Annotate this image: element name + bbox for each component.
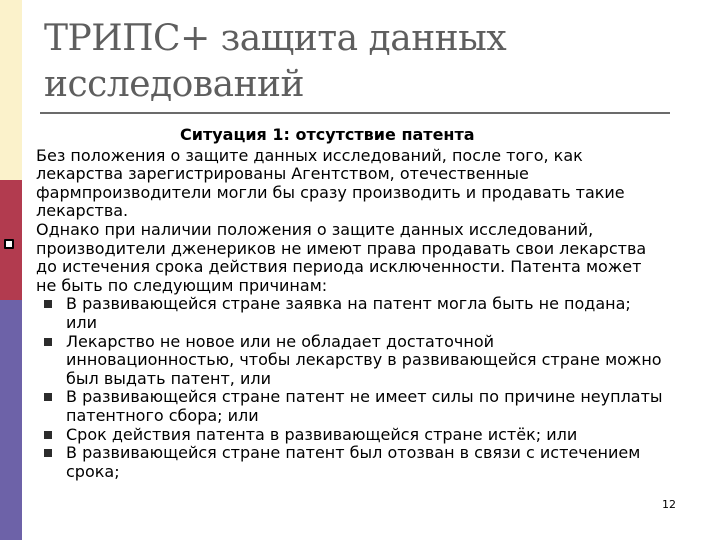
decorative-band-purple <box>0 300 22 540</box>
list-item <box>36 426 666 445</box>
square-bullet-icon <box>44 393 52 401</box>
list-item <box>36 295 666 332</box>
list-item-text: В развивающейся стране патент не имеет силы по причине неуплаты патентного сбора; или <box>66 387 663 425</box>
slide-body <box>36 126 666 481</box>
section-heading: Ситуация 1: отсутствие патента <box>180 125 475 144</box>
square-bullet-icon <box>44 449 52 457</box>
list-item-text: В развивающейся стране патент был отозван в связи с истечением срока; <box>66 443 641 481</box>
square-bullet-icon <box>44 338 52 346</box>
square-bullet-icon <box>44 300 52 308</box>
list-item-text: В развивающейся стране заявка на патент могла быть не подана; или <box>66 294 631 332</box>
list-item-text: Срок действия патента в развивающейся стране истёк; или <box>66 424 578 444</box>
paragraph-1: Без положения о защите данных исследований, после того, как лекарства зарегистрированы Агентством, отечественные фармпроизводители могли бы сразу производить и продавать такие лекарства. <box>36 145 625 221</box>
title-divider <box>40 112 670 114</box>
list-item <box>36 444 666 481</box>
slide-title-line-1: ТРИПС+ защита данных <box>44 18 507 59</box>
square-bullet-icon <box>44 431 52 439</box>
list-item-text: Лекарство не новое или не обладает достаточной инновационностью, чтобы лекарству в развивающейся стране можно был выдать патент, или <box>66 331 662 388</box>
slide-title-line-2: исследований <box>44 64 305 105</box>
page-number: 12 <box>662 498 676 511</box>
slide-title <box>44 16 664 108</box>
paragraph-2: Однако при наличии положения о защите данных исследований, производители дженериков не имеют права продавать свои лекарства до истечения срока действия периода исключенности. Патента может не быть по следующим причинам: <box>36 219 647 295</box>
hollow-square-bullet-icon <box>4 239 14 249</box>
list-item <box>36 333 666 389</box>
list-item <box>36 388 666 425</box>
